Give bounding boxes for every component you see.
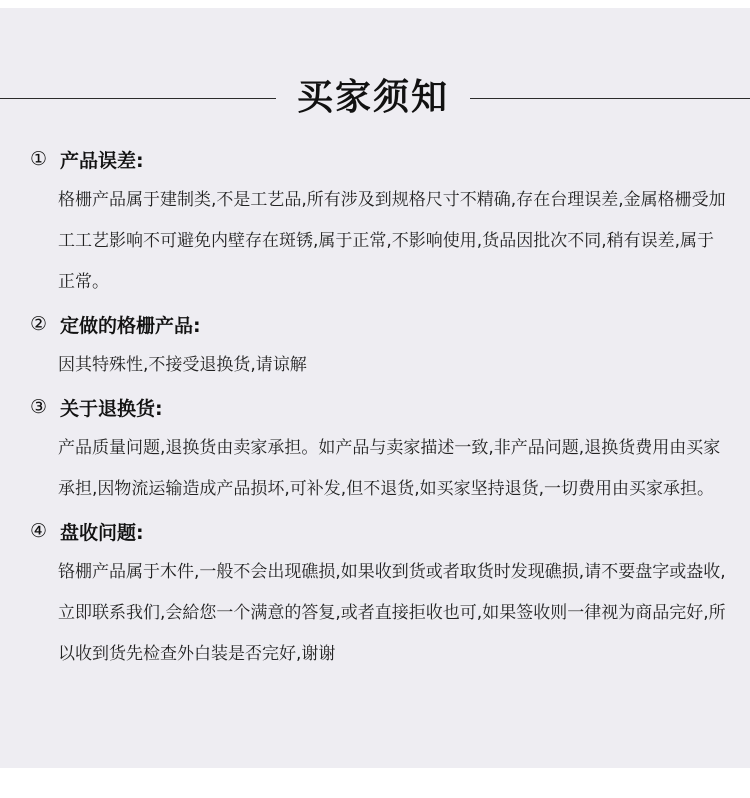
section-product-error bbox=[30, 138, 726, 303]
page-title: 买家须知 bbox=[296, 77, 449, 118]
section-custom-products bbox=[30, 303, 726, 386]
section-title: 定做的格栅产品: bbox=[60, 314, 201, 337]
section-number: ② bbox=[30, 313, 48, 335]
section-title: 关于退换货: bbox=[60, 397, 163, 420]
section-heading bbox=[30, 138, 726, 180]
title-row bbox=[0, 70, 750, 126]
title-divider-left bbox=[0, 98, 276, 99]
section-body: 格栅产品属于建制类,不是工艺品,所有涉及到规格尺寸不精确,存在台理误差,金属格栅受加工工艺影响不可避免内壁存在斑锈,属于正常,不影响使用,货品因批次不同,稍有误差,属于正常。 bbox=[58, 190, 726, 292]
notice-panel bbox=[0, 8, 750, 768]
section-heading bbox=[30, 510, 726, 552]
section-heading bbox=[30, 303, 726, 345]
section-title: 盘收问题: bbox=[60, 521, 144, 544]
section-body: 铬棚产品属于木件,一般不会出现礁损,如果收到货或者取货时发现礁损,请不要盘字或盎收,立即联系我们,会給您一个满意的答复,或者直接拒收也可,如果签收则一律视为商品完好,所以收到货先检查外白装是否完好,谢谢 bbox=[58, 562, 726, 664]
section-number: ① bbox=[30, 148, 48, 170]
section-heading bbox=[30, 386, 726, 428]
section-returns bbox=[30, 386, 726, 510]
section-inspection bbox=[30, 510, 726, 675]
section-title: 产品误差: bbox=[60, 149, 144, 172]
title-divider-right bbox=[470, 98, 750, 99]
section-number: ③ bbox=[30, 396, 48, 418]
section-body: 因其特殊性,不接受退换货,请谅解 bbox=[58, 355, 307, 375]
notice-content bbox=[30, 138, 726, 675]
section-body: 产品质量问题,退换货由卖家承担。如产品与卖家描述一致,非产品问题,退换货费用由买家承担,因物流运输造成产品损坏,可补发,但不退货,如买家坚持退货,一切费用由买家承担。 bbox=[58, 438, 721, 499]
section-number: ④ bbox=[30, 520, 48, 542]
